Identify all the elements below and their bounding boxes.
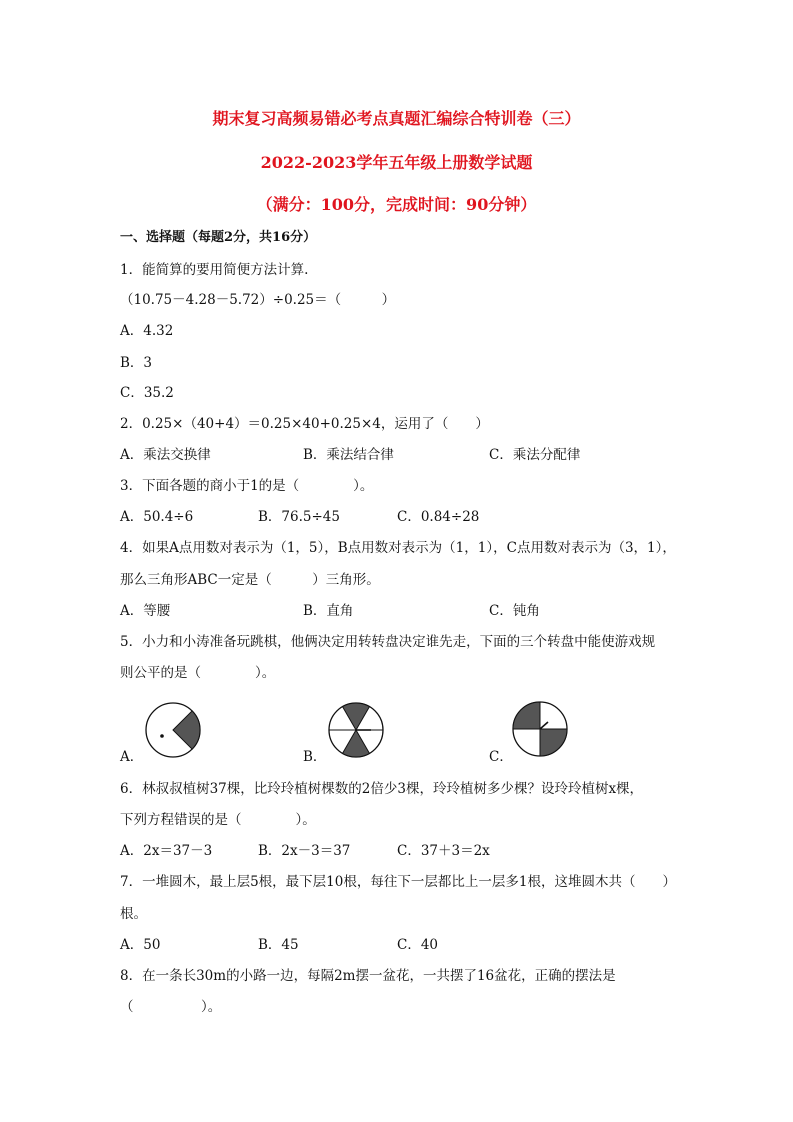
question-2-stem: 2．0.25×（40+4）＝0.25×40+0.25×4，运用了（ ）	[120, 416, 489, 432]
page-title-line2: 2022-2023学年五年级上册数学试题	[260, 153, 533, 172]
question-5-option-a: A．	[120, 749, 144, 765]
question-3-option-a: A．50.4÷6	[120, 509, 194, 525]
question-5-stem-line1: 5．小力和小涛准备玩跳棋，他俩决定用转转盘决定谁先走，下面的三个转盘中能使游戏规	[120, 634, 656, 650]
spinner-a-figure	[144, 701, 202, 759]
spinner-b-figure	[327, 701, 385, 759]
question-4-option-a: A．等腰	[120, 603, 171, 619]
question-3-option-b: B．76.5÷45	[258, 509, 340, 525]
question-7-option-a: A．50	[120, 937, 161, 953]
question-5-option-b: B．	[303, 749, 327, 765]
question-1-option-b: B．3	[120, 355, 153, 371]
question-1-option-a: A．4.32	[120, 323, 174, 339]
question-7-option-b: B．45	[258, 937, 299, 953]
question-4-stem-line1: 4．如果A点用数对表示为（1，5），B点用数对表示为（1，1），C点用数对表示为（3，1），	[120, 540, 676, 556]
question-7-option-c: C．40	[397, 937, 439, 953]
page-title-line1: 期末复习高频易错必考点真题汇编综合特训卷（三）	[212, 109, 581, 128]
question-1-expression: （10.75－4.28－5.72）÷0.25＝（ ）	[120, 292, 396, 308]
question-8-stem-line2: （ ）。	[120, 999, 222, 1015]
question-6-stem-line2: 下列方程错误的是（ ）。	[120, 812, 316, 828]
question-4-stem-line2: 那么三角形ABC一定是（ ）三角形。	[120, 572, 380, 588]
question-1-option-c: C．35.2	[120, 385, 174, 401]
question-4-option-b: B．直角	[303, 603, 354, 619]
question-8-stem-line1: 8．在一条长30m的小路一边，每隔2m摆一盆花，一共摆了16盆花，正确的摆法是	[120, 968, 616, 984]
question-7-stem-line2: 根。	[120, 906, 147, 922]
question-1-stem: 1．能简算的要用简便方法计算.	[120, 262, 309, 278]
spinner-c-figure	[511, 700, 569, 758]
section-heading: 一、选择题（每题2分，共16分）	[120, 230, 317, 245]
question-6-option-c: C．37＋3＝2x	[397, 843, 490, 859]
page-title-line3: （满分：100分，完成时间：90分钟）	[256, 195, 537, 214]
question-5-option-c: C．	[489, 749, 513, 765]
question-5-stem-line2: 则公平的是（ ）。	[120, 665, 276, 681]
question-3-stem: 3．下面各题的商小于1的是（ ）。	[120, 478, 374, 494]
question-2-option-b: B．乘法结合律	[303, 447, 394, 463]
question-6-option-a: A．2x＝37－3	[120, 843, 213, 859]
question-7-stem-line1: 7．一堆圆木，最上层5根，最下层10根，每往下一层都比上一层多1根，这堆圆木共（ ）	[120, 874, 676, 890]
question-2-option-c: C．乘法分配律	[489, 447, 581, 463]
question-4-option-c: C．钝角	[489, 603, 540, 619]
question-6-stem-line1: 6．林叔叔植树37棵，比玲玲植树棵数的2倍少3棵，玲玲植树多少棵？设玲玲植树x棵，	[120, 781, 644, 797]
question-2-option-a: A．乘法交换律	[120, 447, 211, 463]
question-6-option-b: B．2x－3＝37	[258, 843, 351, 859]
question-3-option-c: C．0.84÷28	[397, 509, 480, 525]
